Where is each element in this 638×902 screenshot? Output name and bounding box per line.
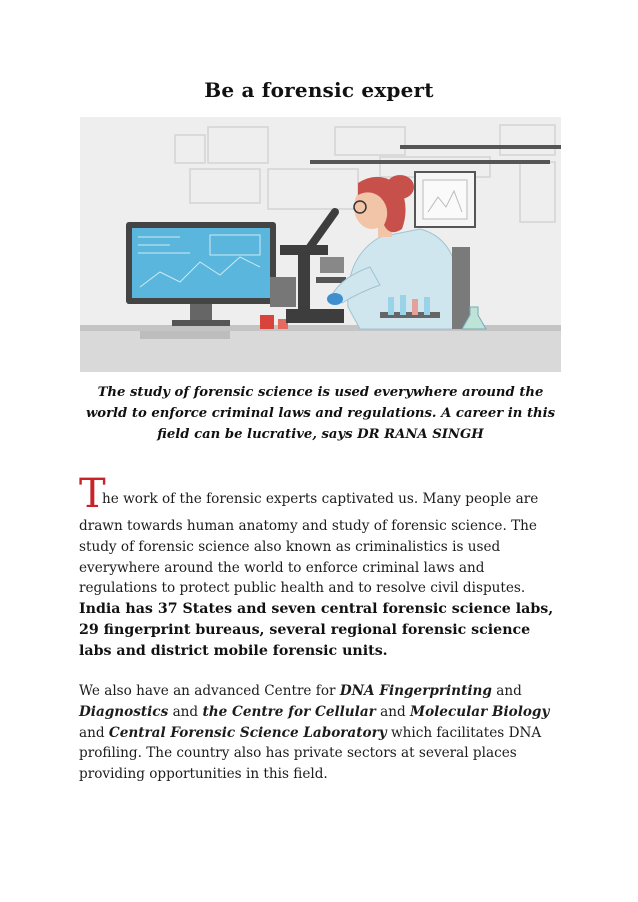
- p2-text-4: and: [375, 703, 411, 720]
- p2-bold-diagnostics: Diagnostics: [79, 703, 169, 720]
- p2-bold-cfsl: Central Forensic Science Laboratory: [108, 724, 387, 741]
- scientist-microscope-icon: [80, 117, 561, 372]
- p2-text-3: and: [168, 703, 203, 720]
- lead-line-text: he work of the forensic experts captivated us. Many people are: [102, 491, 539, 507]
- article-title: Be a forensic expert: [204, 78, 434, 102]
- p2-text-2: and: [491, 683, 522, 699]
- paragraph-one: [79, 471, 561, 662]
- paragraph-one-highlight: India has 37 States and seven central forensic science labs, 29 fingerprint bureaus, several regional forensic science labs and district mobile forensic units.: [79, 601, 554, 659]
- hero-illustration: [80, 117, 561, 372]
- paragraph-one-text: drawn towards human anatomy and study of forensic science. The study of forensic science also known as criminalistics is used everywhere around the world to enforce criminal laws and regulations to protect public health and to resolve civil disputes.: [79, 518, 537, 597]
- p2-bold-cellular: the Centre for Cellular: [202, 703, 376, 720]
- paragraph-two: [79, 681, 561, 785]
- p2-text-1: We also have an advanced Centre for: [79, 683, 340, 699]
- drop-cap: T: [79, 471, 106, 517]
- lead-line: [79, 471, 561, 517]
- p2-bold-dna-fingerprinting: DNA Fingerprinting: [339, 683, 492, 699]
- p2-bold-molecular-biology: Molecular Biology: [410, 703, 550, 720]
- article-standfirst: The study of forensic science is used everywhere around the world to enforce criminal laws and regulations. A career in this field can be lucrative, says DR RANA SINGH: [85, 385, 556, 442]
- p2-text-6: which facilitates DNA profiling. The country also has private sectors at several places providing opportunities in this field.: [79, 724, 542, 783]
- p2-text-5: and: [79, 724, 109, 741]
